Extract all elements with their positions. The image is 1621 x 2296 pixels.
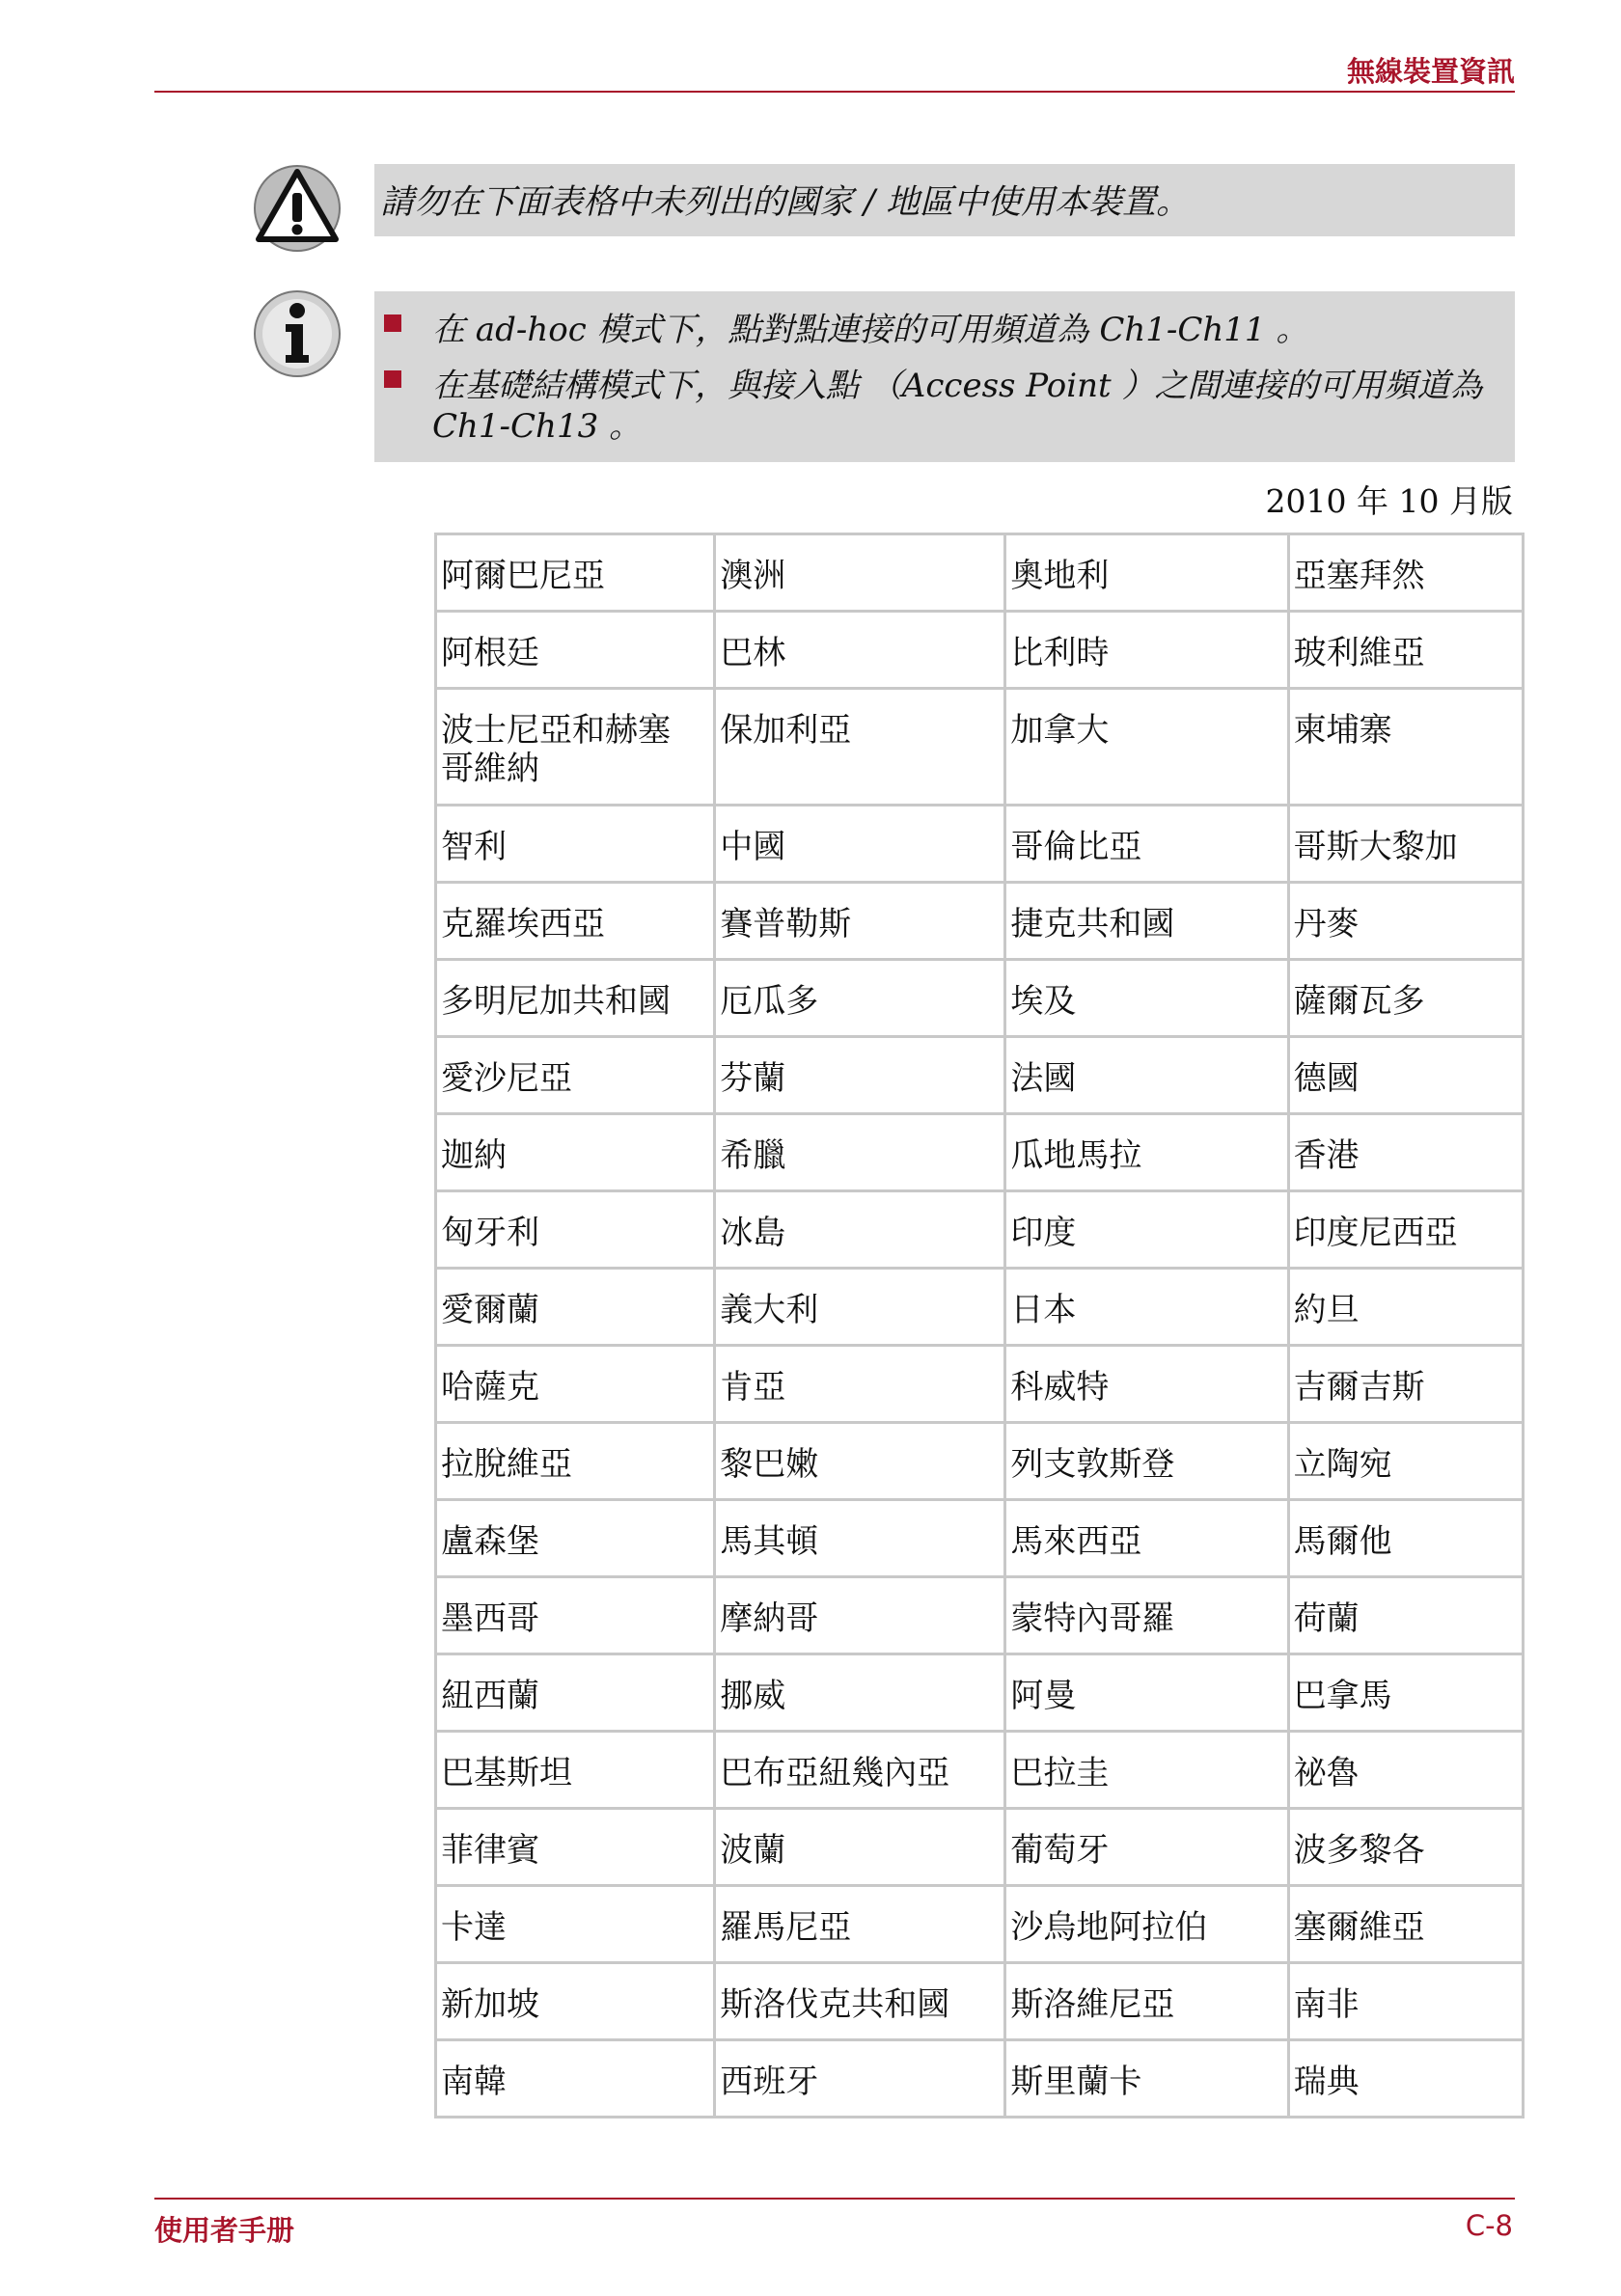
country-cell: 馬其頓: [715, 1500, 1005, 1577]
country-cell: 哥斯大黎加: [1288, 806, 1523, 883]
edition-date: 2010 年 10 月版: [1265, 482, 1513, 520]
country-cell: 愛沙尼亞: [436, 1037, 715, 1114]
country-cell: 黎巴嫩: [715, 1423, 1005, 1500]
footer-manual-title: 使用者手册: [154, 2214, 295, 2247]
table-row: [436, 1809, 1524, 1886]
info-bullet-text: 在基礎結構模式下，與接入點 （Access Point ）之間連接的可用頻道為: [432, 367, 1483, 405]
footer-rule: [154, 2198, 1515, 2200]
country-cell: 印度尼西亞: [1288, 1191, 1523, 1269]
table-row: [436, 960, 1524, 1037]
table-row: [436, 1963, 1524, 2040]
table-row: [436, 883, 1524, 960]
country-cell: 摩納哥: [715, 1577, 1005, 1654]
country-cell: 菲律賓: [436, 1809, 715, 1886]
table-row: [436, 1037, 1524, 1114]
country-cell: 立陶宛: [1288, 1423, 1523, 1500]
country-cell: 香港: [1288, 1114, 1523, 1191]
country-cell: 希臘: [715, 1114, 1005, 1191]
country-cell: 瓜地馬拉: [1005, 1114, 1288, 1191]
country-cell: 阿爾巴尼亞: [436, 534, 715, 612]
country-cell: 義大利: [715, 1269, 1005, 1346]
warning-triangle-icon: [253, 164, 342, 253]
country-table: [434, 533, 1525, 2118]
country-cell: 拉脫維亞: [436, 1423, 715, 1500]
country-cell: 卡達: [436, 1886, 715, 1963]
country-cell: 阿曼: [1005, 1654, 1288, 1732]
country-cell: 保加利亞: [715, 689, 1005, 806]
table-row: [436, 1114, 1524, 1191]
country-cell: 比利時: [1005, 612, 1288, 689]
country-cell: 吉爾吉斯: [1288, 1346, 1523, 1423]
table-row: [436, 689, 1524, 806]
country-cell: 塞爾維亞: [1288, 1886, 1523, 1963]
bullet-marker: [384, 370, 401, 388]
country-cell: 玻利維亞: [1288, 612, 1523, 689]
country-cell: 奧地利: [1005, 534, 1288, 612]
country-cell: 新加坡: [436, 1963, 715, 2040]
country-cell: 挪威: [715, 1654, 1005, 1732]
country-cell: 加拿大: [1005, 689, 1288, 806]
country-cell: 亞塞拜然: [1288, 534, 1523, 612]
country-cell: 巴布亞紐幾內亞: [715, 1732, 1005, 1809]
country-cell: 蒙特內哥羅: [1005, 1577, 1288, 1654]
country-cell: 阿根廷: [436, 612, 715, 689]
country-cell: 芬蘭: [715, 1037, 1005, 1114]
country-cell: 波士尼亞和赫塞 哥維納: [436, 689, 715, 806]
table-row: [436, 1732, 1524, 1809]
country-cell: 沙烏地阿拉伯: [1005, 1886, 1288, 1963]
country-cell: 柬埔寨: [1288, 689, 1523, 806]
country-cell: 斯洛伐克共和國: [715, 1963, 1005, 2040]
country-cell: 薩爾瓦多: [1288, 960, 1523, 1037]
warning-note: [374, 164, 1515, 236]
country-cell: 墨西哥: [436, 1577, 715, 1654]
country-cell: 波多黎各: [1288, 1809, 1523, 1886]
country-cell: 賽普勒斯: [715, 883, 1005, 960]
country-cell: 波蘭: [715, 1809, 1005, 1886]
country-cell: 智利: [436, 806, 715, 883]
table-row: [436, 1886, 1524, 1963]
country-cell: 斯洛維尼亞: [1005, 1963, 1288, 2040]
country-cell: 肯亞: [715, 1346, 1005, 1423]
country-cell: 厄瓜多: [715, 960, 1005, 1037]
table-row: [436, 1423, 1524, 1500]
country-cell: 馬爾他: [1288, 1500, 1523, 1577]
country-cell: 荷蘭: [1288, 1577, 1523, 1654]
country-cell: 匈牙利: [436, 1191, 715, 1269]
country-cell: 南非: [1288, 1963, 1523, 2040]
country-cell: 約旦: [1288, 1269, 1523, 1346]
country-cell: 瑞典: [1288, 2040, 1523, 2118]
table-row: [436, 806, 1524, 883]
country-cell: 日本: [1005, 1269, 1288, 1346]
country-cell: 迦納: [436, 1114, 715, 1191]
country-cell: 西班牙: [715, 2040, 1005, 2118]
country-cell: 列支敦斯登: [1005, 1423, 1288, 1500]
bullet-marker: [384, 314, 401, 332]
table-row: [436, 1269, 1524, 1346]
country-cell: 多明尼加共和國: [436, 960, 715, 1037]
country-cell: 哥倫比亞: [1005, 806, 1288, 883]
country-cell: 馬來西亞: [1005, 1500, 1288, 1577]
info-bullet-text-continued: Ch1-Ch13 。: [432, 407, 643, 446]
country-cell: 斯里蘭卡: [1005, 2040, 1288, 2118]
country-cell: 冰島: [715, 1191, 1005, 1269]
country-cell: 盧森堡: [436, 1500, 715, 1577]
country-cell: 羅馬尼亞: [715, 1886, 1005, 1963]
table-row: [436, 534, 1524, 612]
country-cell: 愛爾蘭: [436, 1269, 715, 1346]
country-cell: 哈薩克: [436, 1346, 715, 1423]
country-cell: 中國: [715, 806, 1005, 883]
table-row: [436, 1346, 1524, 1423]
header-rule: [154, 91, 1515, 93]
country-cell: 丹麥: [1288, 883, 1523, 960]
country-cell: 科威特: [1005, 1346, 1288, 1423]
table-row: [436, 2040, 1524, 2118]
country-cell: 巴林: [715, 612, 1005, 689]
country-cell: 德國: [1288, 1037, 1523, 1114]
country-cell: 葡萄牙: [1005, 1809, 1288, 1886]
info-icon: [253, 289, 342, 378]
table-row: [436, 1500, 1524, 1577]
country-cell: 巴拉圭: [1005, 1732, 1288, 1809]
table-row: [436, 1654, 1524, 1732]
page-header-title: 無線裝置資訊: [1346, 55, 1515, 88]
table-row: [436, 1577, 1524, 1654]
country-cell: 克羅埃西亞: [436, 883, 715, 960]
table-row: [436, 1191, 1524, 1269]
page-number: C-8: [1465, 2209, 1513, 2242]
country-cell: 祕魯: [1288, 1732, 1523, 1809]
country-cell: 印度: [1005, 1191, 1288, 1269]
table-row: [436, 612, 1524, 689]
country-cell: 澳洲: [715, 534, 1005, 612]
country-cell: 法國: [1005, 1037, 1288, 1114]
country-cell: 捷克共和國: [1005, 883, 1288, 960]
country-cell: 巴拿馬: [1288, 1654, 1523, 1732]
warning-note-text: 請勿在下面表格中未列出的國家 / 地區中使用本裝置。: [380, 183, 1191, 222]
country-cell: 埃及: [1005, 960, 1288, 1037]
info-bullet-text: 在 ad-hoc 模式下，點對點連接的可用頻道為 Ch1-Ch11 。: [432, 311, 1309, 349]
country-cell: 巴基斯坦: [436, 1732, 715, 1809]
country-cell: 紐西蘭: [436, 1654, 715, 1732]
country-cell: 南韓: [436, 2040, 715, 2118]
